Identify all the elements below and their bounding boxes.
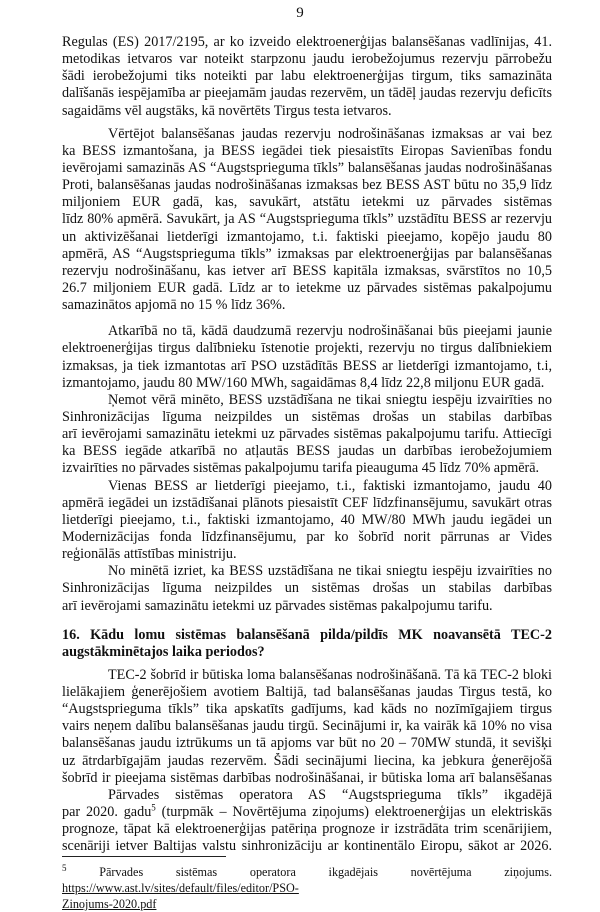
section-heading-16 — [62, 627, 552, 661]
text-line: Proti, balansēšanas jaudas nodrošināšanas izmaksas bez BESS AST būtu no 35,9 līdz — [62, 177, 552, 194]
text-line: apmērā, AS “Augstsprieguma tīkls” izmaksas par elektroenerģijas par balansēšanas — [62, 245, 552, 262]
text-line: līdz 80% apmērā. Savukārt, ja AS “Augstsprieguma tīkls” uzstādītu BESS ar rezervju — [62, 211, 552, 228]
footnote-text: Pārvades sistēmas operatora ikgadējais novērtējuma ziņojums. — [66, 865, 552, 879]
paragraph — [62, 478, 552, 564]
text-line: lielākajiem ģenerējošiem avotiem Baltijā, tad balansēšanas jaudas Tirgus testā, ko — [62, 684, 552, 701]
text-line: “Augstsprieguma tīkls” tika apskatīts gadījums, kad kāds no nozīmīgajiem tirgus — [62, 701, 552, 718]
text-line: un aktivizēšanai lietderīgi izmantojamo, t.i. faktiski pieejamo, kopējo jaudu 80 — [62, 228, 552, 245]
footnote-number: 5 — [62, 862, 67, 873]
footnote-link[interactable]: https://www.ast.lv/sites/default/files/editor/PSO- — [62, 881, 299, 895]
paragraph — [62, 667, 552, 787]
document-body — [62, 34, 552, 855]
text-line: reģionālās attīstības ministriju. — [62, 546, 237, 563]
text-line: šobrīd ir pieejama sistēmas darbības nodrošināšanai, ir būtiska loma arī balansēšanas — [62, 769, 552, 786]
text-line: metodikas ietvaros var noteikt starpzonu jaudu ierobežojumus rezervju pārrobežu — [62, 51, 552, 68]
paragraph — [62, 126, 552, 315]
page-number: 9 — [296, 5, 304, 21]
text-line: uz ātrdarbīgajām jaudas rezervēm. Šādi secinājumi liecina, ka jebkura ģenerējošā — [62, 752, 552, 769]
text-line: TEC-2 šobrīd ir būtiska loma balansēšanas nodrošināšanā. Tā kā TEC-2 bloki — [108, 666, 552, 683]
text-line: Sinhronizācijas līguma neizpildes un sistēmas drošas un stabilas darbības — [62, 580, 552, 597]
text-line: apmērā iegādei un izstādīšanai plānots piesaistīt CEF līdzfinansējumu, savukārt otras — [62, 494, 552, 511]
footnote-reference[interactable]: 5 — [151, 804, 156, 813]
text-segment: par 2020. gadu — [62, 804, 152, 821]
text-line: No minētā izriet, ka BESS uzstādīšana ne tikai sniegtu iespēju izvairīties no — [108, 563, 552, 580]
body-section-2 — [62, 667, 552, 787]
text-line: izvairīties no pārvades sistēmas pakalpojumu tarifa pieauguma 45 līdz 70% apmērā. — [62, 460, 540, 477]
text-line: rezervju nodrošināšanu, kas ietver arī BESS kapitāla izmaksas, svārstītos no 10,5 — [62, 262, 552, 279]
text-line: vairs neņem dalību balansēšanas jaudu tirgū. Secinājumi ir, ka vairāk kā 10% no visa — [62, 718, 552, 735]
text-line: elektroenerģijas tirgus dalībnieku īstenotie projekti, rezervju no tirgus dalībniekiem — [62, 340, 552, 357]
footnote — [62, 864, 552, 912]
footnote-line — [62, 864, 552, 896]
heading-line: augstākminētajos laika periodos? — [62, 643, 265, 660]
text-line: balansēšanas jaudu iztrūkums un tā apjoms var būt no 20 – 70MW stundā, it sevišķi — [62, 735, 552, 752]
text-line: scenāriji ietver Baltijas valstu sinhronizāciju ar kontinentālo Eiropu, sākot ar 2026. — [62, 838, 552, 855]
text-line: dalīšanās iespējamība ar pieejamām jaudas rezervēm, un tādēļ jaudas rezervju deficīts — [62, 85, 552, 102]
heading-line: 16. Kādu lomu sistēmas balansēšanā pilda/pildīs MK noavansētā TEC-2 — [62, 626, 552, 643]
text-segment: (turpmāk – Novērtējuma ziņojums) elektroenerģijas un elektriskās — [161, 804, 552, 821]
text-line: prognoze, tāpat kā elektroenerģijas patēriņa prognoze ir izstrādāta trim scenārijiem, — [62, 821, 552, 838]
text-line: ka BESS iegāde atkarībā no atļautās BESS jaudas un darbības ierobežojumiem — [62, 443, 552, 460]
text-line: Pārvades sistēmas operatora AS “Augstsprieguma tīkls” ikgadējā — [108, 786, 552, 803]
text-line: lietderīgi pieejamo, t.i., faktiski izmantojamo, 40 MW/80 MWh jaudu iegādei un — [62, 511, 552, 528]
footnote-separator — [62, 856, 226, 857]
body-section-1 — [62, 34, 552, 615]
text-line: ievērojami samazinās AS “Augstsprieguma tīkls” balansēšanas jaudas nodrošināšanas — [62, 159, 552, 176]
text-line: Vērtējot balansēšanas jaudas rezervju nodrošināšanas izmaksas ar vai bez — [108, 125, 552, 142]
text-line: 26.7 miljoniem EUR gadā. Līdz ar to ietekme uz pārvades sistēmas pakalpojumu — [62, 279, 552, 296]
paragraph — [62, 34, 552, 120]
text-line: izmaksas, ja tiek izmantotas arī PSO uzstādītās BESS ar lietderīgi izmantojamo, t.i, — [62, 357, 552, 374]
text-line: miljoniem EUR gadā, kas, savukārt, atstātu ietekmi uz pārvades sistēmas — [62, 194, 552, 211]
text-line: Regulas (ES) 2017/2195, ar ko izveido elektroenerģijas balansēšanas vadlīnijas, 41. — [62, 34, 552, 50]
text-line: šādi ierobežojumi tiks noteikti par labu elektroenerģijas tirgum, tiks samazināta — [62, 68, 552, 85]
text-line: samazinātos apjomā no 15 % līdz 36%. — [62, 297, 286, 314]
paragraph-novertejuma-zinojums — [62, 787, 552, 856]
paragraph — [62, 563, 552, 614]
footnote-line — [62, 896, 552, 912]
text-line: Atkarībā no tā, kādā daudzumā rezervju nodrošināšanai būs pieejami jaunie — [108, 323, 552, 340]
paragraph — [62, 392, 552, 478]
footnote-link-continued[interactable]: Zinojums-2020.pdf — [62, 897, 157, 911]
text-line: arī ievērojami samazinātu ietekmi uz pārvades sistēmas pakalpojumu tarifu. — [62, 597, 493, 614]
text-line: Sinhronizācijas līguma neizpildes un sistēmas drošas un stabilas darbības — [62, 408, 552, 425]
text-line: Modernizācijas fonda līdzfinansējumu, par ko šobrīd norit pārrunas ar Vides — [62, 528, 552, 545]
text-line: izmantojamo, jaudu 80 MW/160 MWh, sagaidāmas 8,4 līdz 22,8 miljonu EUR gadā. — [62, 374, 545, 391]
text-line: Vienas BESS ar lietderīgi pieejamo, t.i., faktiski izmantojamo, jaudu 40 — [108, 477, 552, 494]
text-line: arī ievērojami samazinātu ietekmi uz pārvades sistēmas pakalpojumu tarifu. Attiecīgi — [62, 426, 552, 443]
text-line: sagaidāms vēl augstāks, kā novērtēts Tirgus testa ietvaros. — [62, 102, 392, 119]
text-line: ka BESS izmantošana, ja BESS iegādei tiek piesaistīts Eiropas Savienības fondu — [62, 142, 552, 159]
paragraph — [62, 323, 552, 392]
text-line: Ņemot vērā minēto, BESS uzstādīšana ne tikai sniegtu iespēju izvairīties no — [108, 391, 552, 408]
text-line — [62, 804, 552, 821]
